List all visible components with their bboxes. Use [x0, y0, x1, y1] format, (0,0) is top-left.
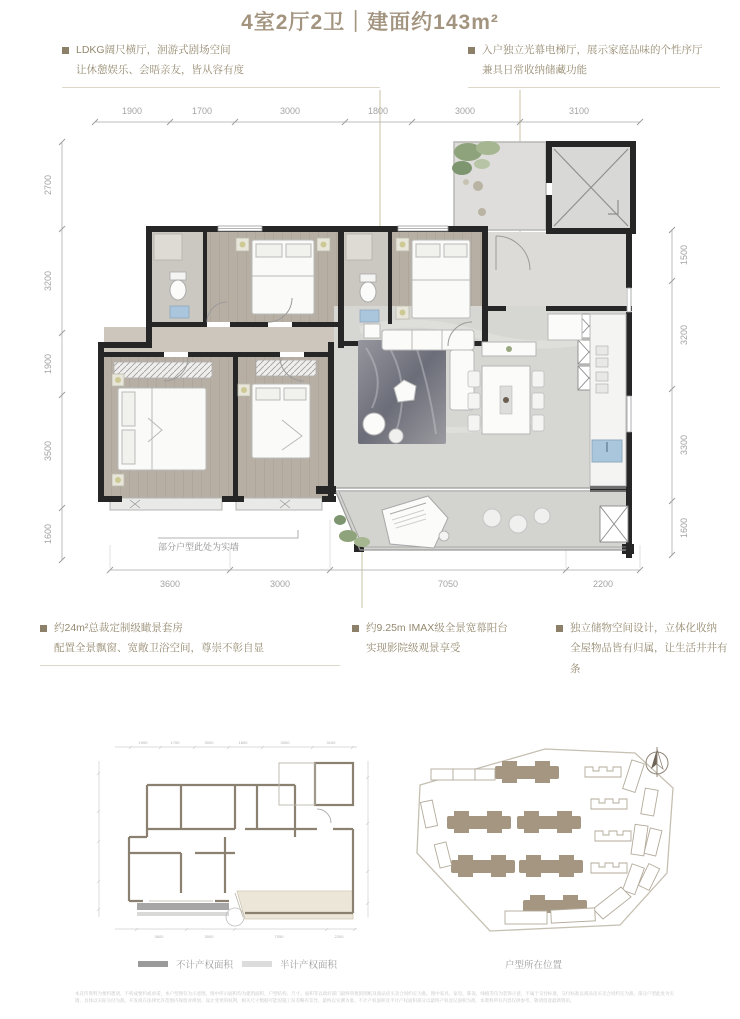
svg-text:3000: 3000 — [204, 934, 214, 939]
not-counted-area — [137, 903, 229, 910]
svg-text:3600: 3600 — [154, 934, 164, 939]
legend-swatch-dark — [138, 961, 168, 967]
bed — [252, 240, 314, 314]
callout-text: 实现影院级观景享受 — [366, 642, 461, 655]
legend-label: 半计产权面积 — [280, 960, 338, 971]
pouf — [483, 509, 501, 527]
toilet-icon — [360, 274, 376, 302]
svg-text:1800: 1800 — [238, 740, 248, 745]
legend-label: 不计产权面积 — [176, 960, 234, 971]
callout-bottom-left — [40, 618, 340, 666]
svg-text:1900: 1900 — [43, 353, 53, 375]
master-bed — [118, 388, 206, 470]
sink-icon — [170, 306, 189, 318]
bed — [412, 240, 470, 318]
svg-text:3100: 3100 — [326, 740, 336, 745]
svg-text:3600: 3600 — [159, 579, 181, 589]
svg-text:3500: 3500 — [43, 440, 53, 462]
callout-bottom-middle — [352, 618, 547, 659]
site-plan — [395, 733, 687, 943]
svg-text:1700: 1700 — [170, 740, 180, 745]
bullet-icon — [40, 625, 47, 632]
outline-plan — [85, 733, 380, 943]
svg-text:3200: 3200 — [679, 324, 689, 346]
pouf — [534, 508, 550, 524]
svg-text:3000: 3000 — [269, 579, 291, 589]
svg-text:2700: 2700 — [43, 174, 53, 196]
callout-text: 让休憩娱乐、会晤亲友，皆从容有度 — [76, 64, 244, 77]
toilet-icon — [170, 272, 186, 300]
svg-text:3000: 3000 — [279, 106, 301, 116]
svg-text:3300: 3300 — [679, 434, 689, 456]
callout-text: 兼具日常收纳储藏功能 — [482, 64, 587, 77]
callout-bottom-right — [556, 618, 731, 679]
callout-top-right — [468, 40, 720, 88]
svg-text:2200: 2200 — [592, 579, 614, 589]
svg-text:7050: 7050 — [274, 934, 284, 939]
dining-table — [468, 366, 544, 434]
floor-plan — [30, 90, 720, 610]
svg-text:3200: 3200 — [43, 270, 53, 292]
svg-text:1900: 1900 — [121, 106, 143, 116]
bullet-icon — [468, 47, 475, 54]
callout-text: 约24m²总裁定制级瞰景套房 — [54, 622, 183, 634]
bullet-icon — [62, 47, 69, 54]
callout-text: 约9.25m IMAX级全景宽幕阳台 — [366, 622, 508, 634]
callout-text: 入户独立光幕电梯厅，展示家庭品味的个性序厅 — [482, 44, 703, 56]
armchair — [363, 413, 385, 435]
svg-text:1700: 1700 — [191, 106, 213, 116]
legend-item-not-counted — [138, 957, 233, 971]
legend-swatch-light — [242, 961, 272, 967]
svg-text:3000: 3000 — [454, 106, 476, 116]
sink-icon — [360, 310, 379, 322]
bullet-icon — [556, 625, 563, 632]
page-title: 4室2厅2卫｜建面约143m² — [241, 11, 499, 34]
svg-text:1600: 1600 — [679, 517, 689, 539]
svg-text:7050: 7050 — [437, 579, 459, 589]
svg-text:3100: 3100 — [568, 106, 590, 116]
svg-text:3000: 3000 — [280, 740, 290, 745]
wardrobe — [114, 362, 212, 378]
callout-text: 全屋物品皆有归属，让生活井井有条 — [570, 642, 728, 675]
half-area — [237, 891, 353, 919]
site-plan-label: 户型所在位置 — [505, 960, 563, 971]
legend-item-half-counted — [242, 957, 337, 971]
svg-text:2200: 2200 — [334, 934, 344, 939]
svg-text:1900: 1900 — [138, 740, 148, 745]
svg-text:1800: 1800 — [367, 106, 389, 116]
svg-text:1600: 1600 — [43, 523, 53, 545]
pouf — [509, 515, 527, 533]
plan-note: 部分户型此处为实墙 — [158, 542, 240, 552]
callout-text: 配置全景飘窗、宽敞卫浴空间，尊崇不彰自显 — [54, 642, 264, 655]
callout-text: 独立储物空间设计，立体化收纳 — [570, 622, 717, 634]
pouf — [389, 429, 403, 443]
callout-text: LDKG阔尺横厅，洄游式剧场空间 — [76, 44, 231, 56]
legend — [0, 957, 740, 971]
callout-top-left — [62, 40, 380, 88]
svg-text:3000: 3000 — [204, 740, 214, 745]
bed — [252, 384, 310, 458]
disclaimer-text: 本宣传资料为要约邀请，不构成要约或承诺，本户型图仅为示意图，图中所示面积均为建筑面积，户型结构、尺寸、面积等以政府部门最终审批的图纸及商品房买卖合同约定为准。图中家具、家电、陈设、绿植等仅为装饰示意，不属于交付标准，交付标准以商品房买卖合同约定为准。部分户型此处为实墙，具体以实际交付为准。开发商在法律允许范围内保留对规划、设计变更的权利，相关尺寸数据可能因施工误差略有差异，最终以实测为准。不计产权面积及半计产权面积部分以最终产权登记面积为准，本资料所有内容仅供参考，敬请留意最新资讯。 — [75, 991, 674, 1004]
bullet-icon — [352, 625, 359, 632]
elevator — [546, 141, 636, 234]
svg-text:1500: 1500 — [679, 244, 689, 266]
